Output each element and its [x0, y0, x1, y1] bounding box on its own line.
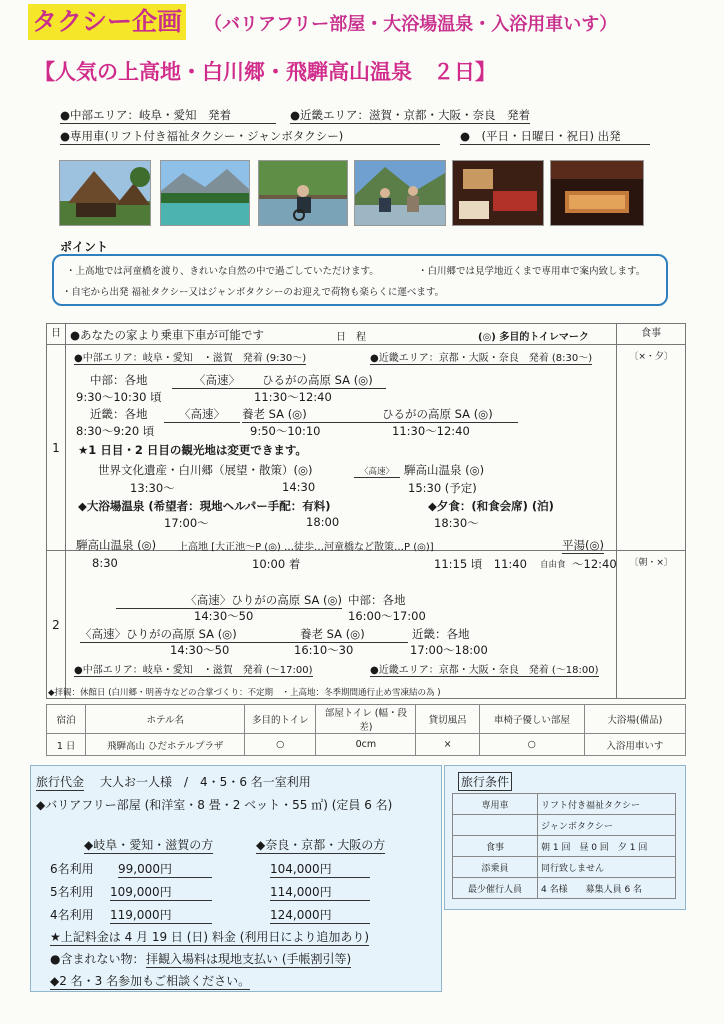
d1-hirugano-time-1: 11:30〜12:40: [254, 390, 332, 404]
col-meal-header: 食事: [617, 324, 686, 345]
onsen-bath-photo: [550, 160, 644, 226]
d1-bath-start: 17:00〜: [164, 516, 209, 530]
d2-depart-time: 8:30: [92, 556, 118, 570]
d1-kinki-departure: ●近畿エリア：京都・大阪・奈良 発着 (8:30〜): [370, 349, 592, 365]
hotel-name: 飛騨高山 ひだホテルプラザ: [86, 734, 245, 756]
cond-meal-key: 食事: [453, 836, 538, 857]
day2-meal: 〔朝・×〕: [617, 551, 686, 699]
d1-takayama-onsen: 騨高山温泉 (◎): [404, 463, 485, 477]
cond-guide-key: 添乗員: [453, 857, 538, 878]
day2-number: 2: [47, 551, 66, 699]
d1-chubu-time: 9:30〜10:30 頃: [76, 390, 162, 404]
hotel-header-large-bath: 大浴場(備品): [584, 705, 685, 734]
d2-yoro-time: 16:10〜30: [294, 643, 354, 657]
hotel-private-bath: ×: [416, 734, 480, 756]
hotel-room-toilet: 0cm: [316, 734, 416, 756]
cost-6-label: 6名利用: [50, 862, 94, 876]
d1-takayama-time: 15:30 (予定): [408, 481, 477, 495]
toilet-mark-legend: (◎) 多目的トイレマーク: [478, 332, 589, 343]
d2-kamikochi: 上高地 [大正池〜P (◎) …徒歩…河童橋など散策…P (◎)]: [178, 542, 434, 553]
cost-4-nara: 124,000円: [270, 906, 370, 924]
cost-note-date: ★上記料金は 4 月 19 日 (日) 料金 (利用日により追加あり): [50, 930, 370, 944]
wheelchair-valley-photo: [354, 160, 446, 226]
visit-notice: ◆拝観：休館日 (白川郷・明善寺などの合掌づくり：不定期 ・上高地：冬季期間通行止め雪凍結の為 ): [48, 688, 441, 698]
d1-bath: ◆大浴場温泉 (希望者：現地ヘルパー手配：有料): [78, 499, 331, 513]
d2-hirugano-time-2: 14:30〜50: [170, 643, 230, 657]
cost-6-gifu: 99,000円: [118, 860, 212, 878]
point-pickup: ・自宅から出発 福祉タクシー又はジャンボタクシーのお迎えで荷物も楽らくに運べます。: [62, 287, 445, 298]
d2-kinki-destination: 近畿：各地: [412, 627, 470, 641]
d2-kinki-arrive: 17:00〜18:00: [410, 643, 488, 657]
col-day-header: 日: [47, 324, 66, 345]
cost-5-label: 5名利用: [50, 885, 94, 899]
hotel-header-name: ホテル名: [86, 705, 245, 734]
d1-expressway-3: 〈高速〉: [354, 465, 400, 478]
d2-free-meal: 自由食: [540, 560, 566, 570]
cond-meal: 朝 1 回 昼 0 回 夕 1 回: [538, 836, 676, 857]
d2-kamikochi-arrive: 10:00 着: [252, 557, 301, 571]
cond-vehicle-1: リフト付き福祉タクシー: [538, 794, 676, 815]
conditions-table: [452, 793, 676, 899]
d1-kinki-origin: 近畿：各地: [90, 407, 148, 421]
d1-hirugano-sa-1: ひるがの高原 SA (◎): [262, 372, 386, 389]
hotel-toilet: ○: [245, 734, 316, 756]
d2-hirugano-sa-kinki: 〈高速〉ひりがの高原 SA (◎): [80, 626, 300, 643]
hotel-wheelchair-room: ○: [479, 734, 584, 756]
cond-vehicle-key: 専用車: [453, 794, 538, 815]
cond-min: 4 名様 募集人員 6 名: [538, 878, 676, 899]
d2-chubu-return: ●中部エリア：岐阜・愛知 ・滋賀 発着 (〜17:00): [74, 661, 313, 677]
cost-col-gifu: ◆岐阜・愛知・滋賀の方: [84, 838, 214, 852]
point-kamikochi: ・上高地では河童橋を渡り、きれいな自然の中で過ごしていただけます。: [66, 266, 379, 277]
pickup-note: ●あなたの家より乗車下車が可能です: [70, 328, 265, 342]
d1-chubu-origin: 中部：各地: [90, 373, 148, 387]
d1-bath-end: 18:00: [306, 515, 340, 529]
d1-dinner-time: 18:30〜: [434, 516, 479, 530]
day1-number: 1: [47, 345, 66, 551]
info-vehicle: ●専用車(リフト付き福祉タクシー・ジャンボタクシー): [60, 128, 440, 145]
hotel-header-room-toilet: 部屋トイレ (幅・段差): [316, 705, 416, 734]
points-box: [52, 254, 668, 306]
page-title-sub: （バリアフリー部屋・大浴場温泉・入浴用車いす）: [204, 14, 618, 35]
points-label: ポイント: [60, 240, 109, 254]
conditions-label: 旅行条件: [458, 772, 512, 791]
d2-hirugano-sa-chubu: 〈高速〉ひりがの高原 SA (◎): [116, 592, 342, 609]
hotel-header-stay: 宿泊: [47, 705, 86, 734]
info-kinki: ●近畿エリア：滋賀・京都・大阪・奈良 発着: [290, 108, 531, 122]
d1-expressway-1: 〈高速〉: [172, 372, 262, 389]
d1-chubu-departure: ●中部エリア：岐阜・愛知 ・滋賀 発着 (9:30〜): [74, 349, 306, 365]
d1-expressway-time: 14:30: [282, 480, 316, 494]
cond-min-key: 最少催行人員: [453, 878, 538, 899]
d1-kinki-time: 8:30〜9:20 頃: [76, 424, 155, 438]
cost-4-label: 4名利用: [50, 908, 94, 922]
cost-excluded-label: ●含まれない物：: [50, 952, 145, 966]
d2-hirayu: 平湯(◎): [562, 538, 605, 552]
d2-yoro-sa: 養老 SA (◎): [300, 626, 408, 643]
cost-label: 旅行代金: [36, 775, 85, 789]
info-chubu: ●中部エリア：岐阜・愛知 発着: [60, 107, 276, 124]
thatched-houses-photo: [59, 160, 151, 226]
wheelchair-bridge-photo: [258, 160, 348, 226]
tour-subtitle: 【人気の上高地・白川郷・飛騨高山温泉 ２日】: [34, 60, 496, 84]
hotel-header-wheelchair-room: 車椅子優しい部屋: [479, 705, 584, 734]
hotel-large-bath: 入浴用車いす: [584, 734, 685, 756]
cost-6-nara: 104,000円: [270, 860, 370, 878]
cost-basis: 大人お一人様 / 4・5・6 名一室利用: [100, 775, 311, 789]
d1-hirugano-sa-2: ひるがの高原 SA (◎): [382, 406, 518, 423]
hotel-header-toilet: 多目的トイレ: [245, 705, 316, 734]
hotel-room-photo: [452, 160, 544, 226]
d2-chubu-destination: 中部：各地: [348, 593, 406, 607]
hotel-stay: 1 日: [47, 734, 86, 756]
lake-mountain-photo: [160, 160, 250, 226]
d1-hirugano-time-2: 11:30〜12:40: [392, 424, 470, 438]
cost-col-nara: ◆奈良・京都・大阪の方: [256, 838, 386, 852]
d1-shirakawago: 世界文化遺産・白川郷（展望・散策）(◎): [98, 463, 313, 477]
hotel-table: [46, 704, 686, 756]
d2-hirayu-time: 11:15 頃 11:40: [434, 557, 527, 571]
cond-guide: 同行致しません: [538, 857, 676, 878]
d2-kinki-return: ●近畿エリア：京都・大阪・奈良 発着 (〜18:00): [370, 661, 599, 677]
d1-expressway-2: 〈高速〉: [164, 406, 240, 423]
cost-room: ◆バリアフリー部屋 (和洋室・8 畳・2 ベット・55 ㎡) (定員 6 名): [36, 798, 393, 812]
d1-yoro-sa: 養老 SA (◎): [242, 406, 382, 423]
d1-dinner: ◆夕食：(和食会席) (泊): [428, 499, 554, 513]
cost-5-gifu: 109,000円: [110, 883, 212, 901]
d2-takayama-onsen: 騨高山温泉 (◎): [76, 538, 157, 552]
cost-consult: ◆2 名・3 名参加もご相談ください。: [50, 974, 251, 988]
d1-change-note: ★1 日目・2 日目の観光地は変更できます。: [78, 443, 307, 457]
cost-4-gifu: 119,000円: [110, 906, 212, 924]
d1-yoro-time: 9:50〜10:10: [250, 424, 321, 438]
cond-vehicle-2: ジャンボタクシー: [538, 815, 676, 836]
day1-meal: 〔×・夕〕: [617, 345, 686, 551]
cost-5-nara: 114,000円: [270, 883, 370, 901]
d2-hirayu-end: 〜12:40: [572, 557, 617, 571]
schedule-label: 日 程: [336, 332, 366, 343]
d2-hirugano-time-1: 14:30〜50: [194, 609, 254, 623]
d2-chubu-arrive: 16:00〜17:00: [348, 609, 426, 623]
hotel-header-private-bath: 貸切風呂: [416, 705, 480, 734]
point-shirakawago: ・白川郷では見学地近くまで専用車で案内致します。: [418, 266, 646, 277]
d1-shirakawago-time: 13:30〜: [130, 481, 175, 495]
page-title: タクシー企画: [28, 4, 186, 40]
info-departure: ● (平日・日曜日・祝日) 出発: [460, 128, 650, 145]
cost-excluded: 拝観入場料は現地支払い (手帳割引等): [146, 952, 352, 966]
